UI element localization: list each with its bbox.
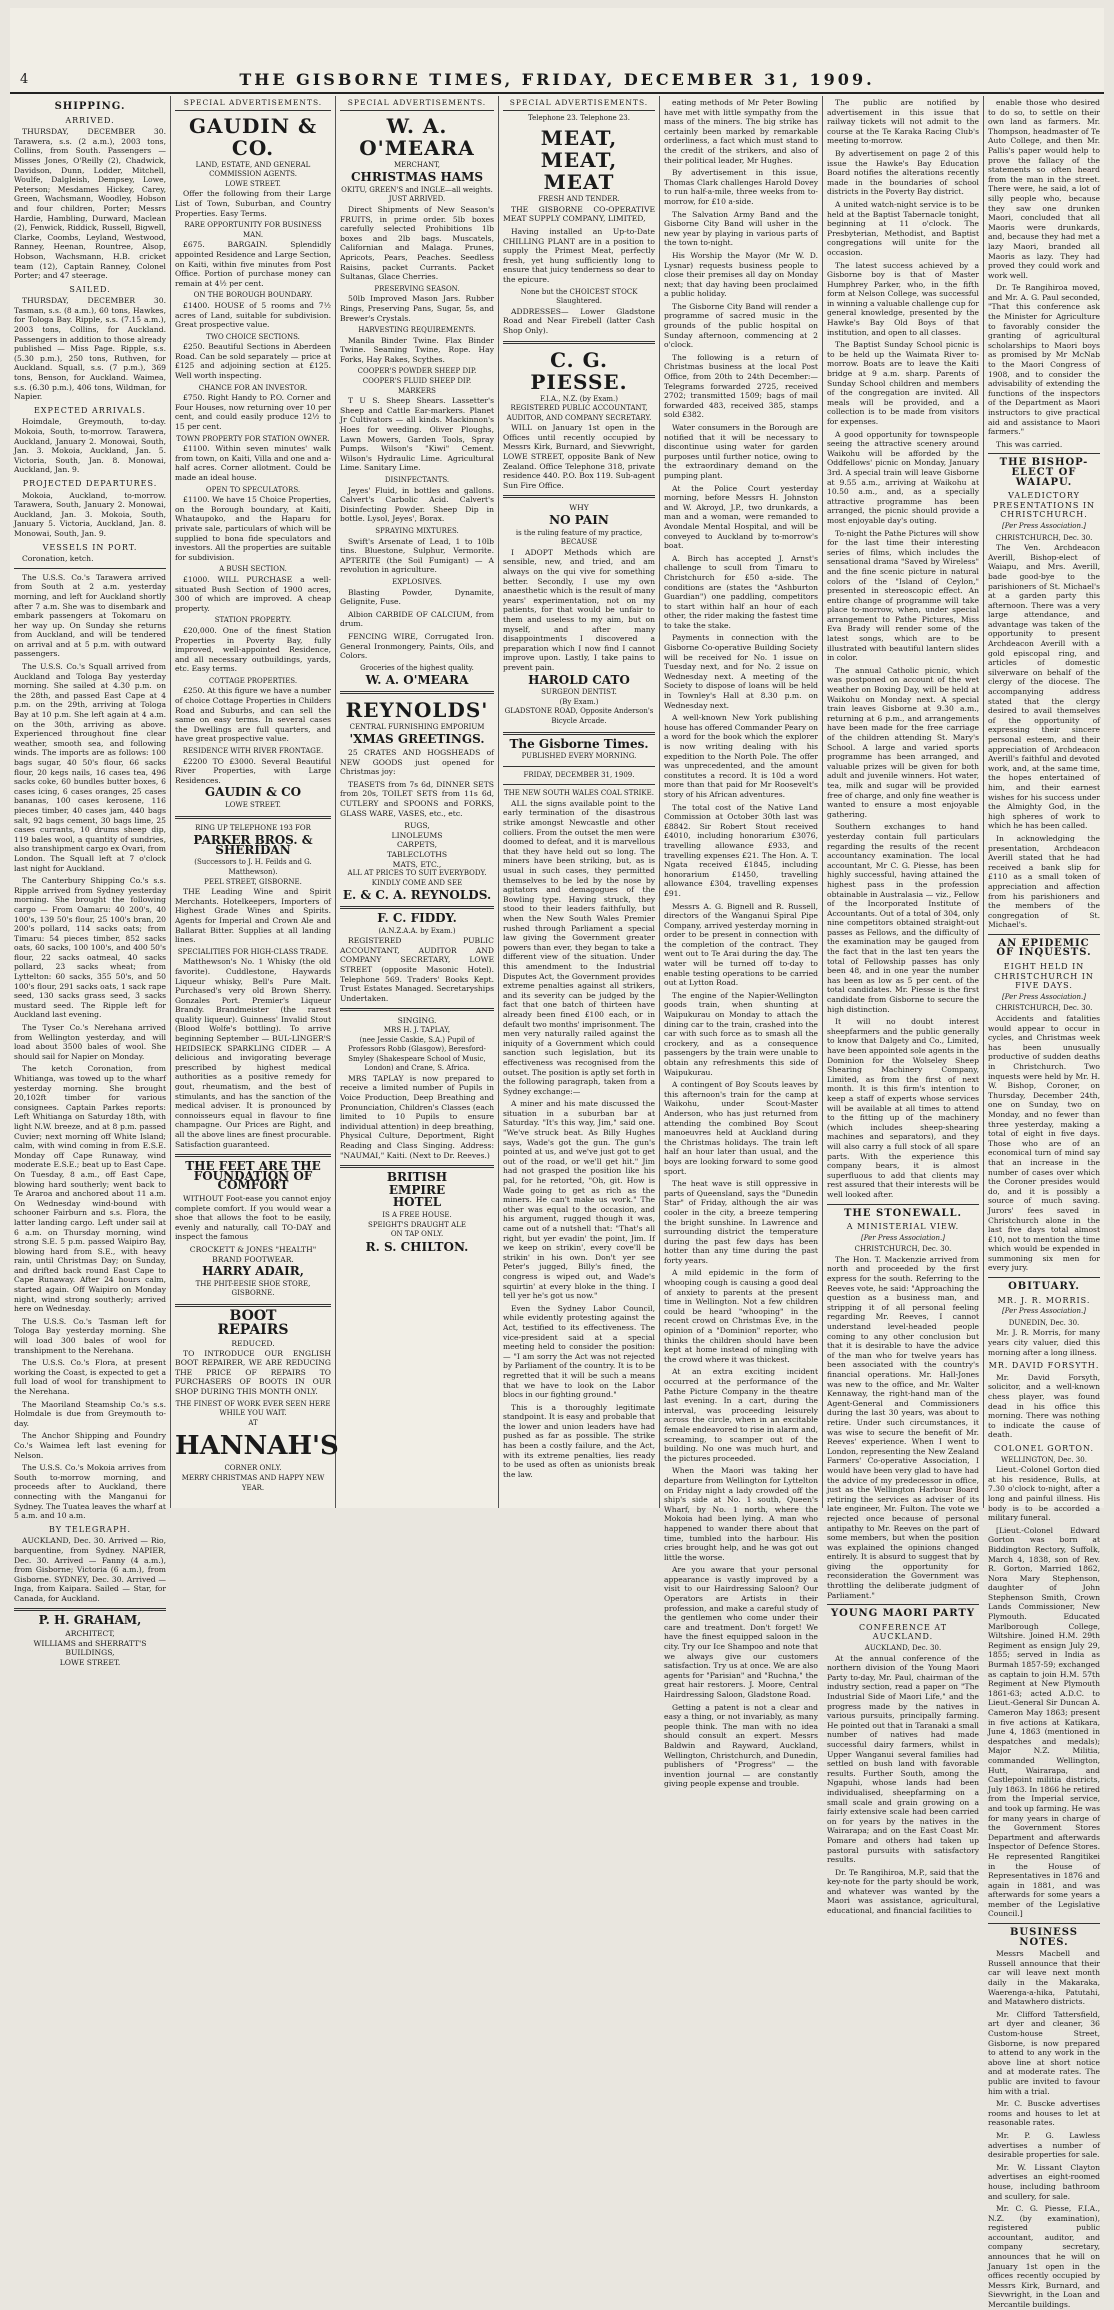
- no-pain-title: NO PAIN: [549, 513, 609, 528]
- editorial-headline: THE NEW SOUTH WALES COAL STRIKE.: [504, 789, 654, 798]
- news-item: A. Birch has accepted J. Arnst's challenge to scull from Timaru to Christchurch for £50 a-side. The conditions are (states the "Ashburton Guardian") one paddling, competitors to start within half an hour of each other, the rider making the fastest time to take the stake.: [664, 553, 818, 630]
- projected-text: Mokoia, Auckland, to-morrow. Tarawera, South, January 2. Monowai, Auckland, Jan. 3. Mokoia, South, January 5. Victoria, Auckland, Jan. 8. Monowai, South, Jan. 9.: [14, 490, 166, 538]
- news-item: At the Police Court yesterday morning, before Messrs H. Johnston and W. Akroyd, J.P., two drunkards, a man and a woman, were remanded to Avondale Mental Hospital, and will be conveyed to Auckland by to-morrow's boat.: [664, 483, 818, 551]
- news-item: The total cost of the Native Land Commission at October 30th last was £8842. Sir Robert Stout received £4010, including honorarium £3076, travelling allowance £933, and travelling expenses £21. The Hon. A. T. Ngata received £1845, including honorarium £1450, travelling allowance £304, travelling expenses £91.: [664, 802, 818, 898]
- special-ads-header: SPECIAL ADVERTISEMENTS.: [175, 98, 331, 111]
- news-item: Water consumers in the Borough are notified that it will be necessary to discontinue using water for garden purposes until further notice, owing to the extraordinary demand on the pumping plant.: [664, 423, 818, 480]
- omeara-title: W. A. O'MEARA: [359, 113, 475, 160]
- masthead: [10, 66, 1104, 94]
- news-item: A good opportunity for townspeople seeing the attractive scenery around Waikohu will be afforded by the Oddfellows' picnic on Monday, January 3rd. A special train will leave Gisborne at 9.55 a.m., arriving at Waikohu at 10.50 a.m., and, as a specially attractive programme has been arranged, the picnic should provide a most enjoyable day's outing.: [827, 429, 979, 525]
- business-heading: BUSINESS NOTES.: [1009, 1927, 1079, 1948]
- british-title: BRITISH: [386, 1170, 448, 1185]
- news-item: The following is a return of Christmas business at the local Post Office, from 20th to 24th December:— Telegrams forwarded 2725, received 2702; transmitted 1509; bags of mail forwarded 483, received 385, stamps sold £382.: [664, 352, 818, 420]
- news-item: eating methods of Mr Peter Bowling have met with little sympathy from the mass of the miners. The big strike has certainly been marked by remarkable orderliness, a fact which must stand to the credit of the strikers, and also of their political leader, Mr Hughes.: [664, 98, 818, 165]
- fiddy-title: F. C. FIDDY.: [377, 910, 457, 925]
- shipping-news: The Canterbury Shipping Co.'s s.s. Ripple arrived from Sydney yesterday morning. She brought the following cargo — From Oamaru: 40 200's, 40 100's, 139 50's flour, 25 100's bran, 20 200's pollard, 114 sacks oats; from Timaru: 54 pieces timber, 852 sacks oats, 60 sacks, 100 100's, and 400 50's flour, 22 sacks oatmeal, 40 sacks pollard, 23 sacks wheat; from Lyttelton: 60 sacks, 355 50's, and 50 100's flour, 291 sacks oats, 1 sack rape seed, 130 sacks grass seed, 3 sacks mustard seed. The Ripple left for Auckland last evening.: [14, 876, 166, 1020]
- listing: £250. At this figure we have a number of choice Cottage Properties in Childers Road and Suburbs, and can sell the same on easy terms. In several cases the Dwellings are full quarters, and have great prospective value.: [175, 686, 331, 744]
- listing: £2200 TO £3000. Several Beautiful River Properties, with Large Residences.: [175, 756, 331, 785]
- news-item: The Gisborne City Band will render a programme of sacred music in the grounds of the public hospital on Sunday afternoon, commencing at 2 o'clock.: [664, 301, 818, 350]
- projected-heading: PROJECTED DEPARTURES.: [22, 478, 158, 488]
- news-item: Are you aware that your personal appearance is vastly improved by a visit to our Hairdressing Saloon? Our Operators are Artists in their profession, and make a careful study of the gentlemen who come under their care and treatment. Don't forget! We have the finest equipped saloon in the city. Try our Ice Shampoo and note that we always give our customers satisfaction. Try us at once. We are also agents for "Parisian" and "Ruchna," the great hair restorers. J. Moore, Central Hairdressing Saloon, Gladstone Road.: [664, 1565, 818, 1699]
- feet-title: THE FEET ARE THE FOUNDATION OF COMFORT: [185, 1159, 321, 1193]
- newspaper-title: THE GISBORNE TIMES, FRIDAY, DECEMBER 31, 1909.: [239, 69, 875, 89]
- graham-street: LOWE STREET.: [59, 1657, 121, 1667]
- young-maori-heading: YOUNG MAORI PARTY: [830, 1608, 975, 1620]
- bishop-heading: THE BISHOP-ELECT OF WAIAPU.: [999, 457, 1089, 488]
- news-item: Payments in connection with the Gisborne Co-operative Building Society will be received for No. 1 issue on Tuesday next, and for No. 2 issue on Wednesday next. A meeting of the Society to dispose of loans will be held in Townley's Hall at 8.30 p.m. on Wednesday next.: [664, 633, 818, 710]
- graham-name: P. H. GRAHAM,: [38, 1613, 142, 1628]
- news-item: Getting a patent is not a clear and easy a thing, or not invariably, as many people think. The man with no idea should consult an expert. Messrs Baldwin and Rayward, Auckland, Wellington, Christchurch, and Dunedin, publishers of "Progress" — the invention journal — are constantly giving people expense and trouble.: [664, 1702, 818, 1789]
- stonewall-heading: THE STONEWALL.: [843, 1207, 963, 1219]
- listing: £20,000. One of the finest Station Properties in Poverty Bay, fully improved, well-appointed Residence, and all necessary outbuildings, yards, etc. Easy terms.: [175, 625, 331, 674]
- special-ads-header: SPECIAL ADVERTISEMENTS.: [340, 98, 494, 111]
- news-item: The latest success achieved by a Gisborne boy is that of Master Humphrey Parker, who, in the fifth form at Nelson College, was successful in winning a valuable challenge cup for general knowledge, presented by the Hawke's Bay Old Boys of that institution, and open to all classes.: [827, 260, 979, 337]
- column-shipping: [10, 96, 171, 1667]
- listing: £675. BARGAIN. Splendidly appointed Residence and Large Section, on Kaiti, within five minutes from Post Office. Portion of purchase money can remain at 4½ per cent.: [175, 240, 331, 288]
- news-item: His Worship the Mayor (Mr W. D. Lysnar) requests business people to close their premises all day on Monday next; that day having been proclaimed a public holiday.: [664, 250, 818, 299]
- column-local-news: [660, 96, 823, 1789]
- column-news-2: The public are notified by advertisement in this issue that railway tickets will not admit to the course at the Te Karaka Racing Club's meeting to-morrow. By advertisement on page 2 of this issue the Hawke's Bay Education Board notifies the alterations recently made in the boundaries of school districts in the Poverty Bay district. A united watch-night service is to be held at the Baptist Tabernacle tonight, beginning at 11 o'clock. The Presbyterian, Methodist, and Baptist congregations will unite for the occasion. The latest success achieved by a Gisborne boy is that of Master Humphrey Parker, who, in the fifth form at Nelson College, was successful in winning a valuable challenge cup for general knowledge, presented by the Hawke's Bay Old Boys of that institution, and open to all classes. The Baptist Sunday School picnic is to be held up the Waimata River to-morrow. Boats are to leave the Kaiti bridge at 9 a.m. sharp. Parents of Sunday School children and members of the congregation are invited. All meals will be provided, and a collection is to be made from visitors for expenses. A good opportunity for townspeople seeing the attractive scenery around Waikohu will be afforded by the Oddfellows' picnic on Monday, January 3rd. A special train will leave Gisborne at 9.55 a.m., arriving at Waikohu at 10.50 a.m., and, as a specially attractive programme has been arranged, the picnic should provide a most enjoyable day's outing. To-night the Pathe Pictures will show for the last time their interesting series of films, which includes the sensational drama "Saved by Wireless" and the fine scenic picture in natural colors of the "Island of Ceylon," presented in stereoscopic effect. An entire change of programme will take place to-morrow, when, under special arrangement to Pathe Pictures, Miss Eva Brady will render some of the latest songs, which are to be illustrated with beautiful lantern slides in color. The annual Catholic picnic, which was postponed on account of the wet weather on Boxing Day, will be held at Waikohu on Monday next. A special train leaves Gisborne at 9.30 a.m., returning at 6 p.m., and arrangements have been made for the free carriage of the children attending St. Mary's School. A large and varied sports programme has been arranged, and valuable prizes will be given for both adult and juvenile winners. Hot water, tea, milk and sugar will be provided free of charge, and only fine weather is wanted to ensure a most enjoyable gathering. Southern exchanges to hand yesterday contain full particulars regarding the results of the recent accountancy examination. The local accountant, Mr C. G. Piesse, has been highly successful, having attained the highest pass in the profession obtainable in Australasia — viz., Fellow of the Incorporated Institute of Accountants. Out of a total of 304, only nine competitors obtained straight-out passes as Fellows, and the difficulty of the examination may be gauged from the fact that in the last ten years the total of Fellowship passes has only been 48, and in one year the number has been as low as 5 per cent. of the total candidates. Mr. Piesse is the first candidate from Gisborne to secure the high distinction. It will no doubt interest sheepfarmers and the public generally to know that Dalgety and Co., Limited, have been appointed sole agents in the Dominion for the Wolseley Sheep Shearing Machinery Company, Limited, as from the first of next month. It is this firm's intention to keep a staff of experts whose services will be available at all times to attend to the fitting up of the machinery (which includes sheep-shearing machines and separators), and they will also carry a full stock of all spare parts. With the experience this company bears, it is almost superfluous to add that clients may rest assured that their interests will be well looked after. THE STONEWALL. A MINISTERIAL VIEW. [Per Press Association.] CHRISTCHURCH, Dec. 30. The Hon. T. Mackenzie arrived from north and proceeded by the first express for the south. Referring to the Reeves vote, he said: "Approaching the question as a business man, and stripping it of all personal feeling regarding Mr. Reeves, I cannot understand level-headed people coming to any other conclusion but that it is desirable to have the advice of the man who for twelve years has been associated with the country's financial operations. Mr. Hall-Jones was new to the office, and Mr. Walter Kennaway, the right-hand man of the Agent-General and Commissioners during the last 30 years, was about to retire. Under such circumstances, it was wise to secure the benefit of Mr. Reeves' experience. When I went to London, representing the New Zealand Farmers' Co-operative Association, I would have been very glad to have had the advice of my predecessor in office, just as the Wellington Harbour Board retiring the services as adviser of its late engineer, Mr. Fulton. The vote we rejected once because of personal antipathy to Mr. Reeves on the part of some members, but when the position was explained the opinions changed entirely. It is absurd to suggest that by giving the opportunity for reconsideration the Government was throttling the deliberate judgment of Parliament." YOUNG MAORI PARTY CONFERENCE AT AUCKLAND. AUCKLAND, Dec. 30. At the annual conference of the northern division of the Young Maori Party to-day, Mr. Paul, chairman of the industry section, read a paper on "The Industrial Side of Maori Life," and the progress made by the natives in various pursuits, principally farming. He pointed out that in Taranaki a small number of natives had made successful dairy farmers, whilst in Upper Wanganui several families had settled on bush land with favorable results. Further South, among the Ngapuhi, whose lands had been individualised, sheepfarming on a small scale and grain growing on a fairly extensive scale had been carried on for years by the natives in the Wairarapa; and on the East Coast Mr. Pomare and others had taken up pastoral pursuits with satisfactory results. Dr. Te Rangihiroa, M.P., said that the key-note for the party should be work, and whatever was wanted by the Maori was assistance, agricultural, educational, and financial facilities to: [823, 96, 984, 1508]
- page-number: 4: [20, 71, 29, 87]
- sailed-heading: SAILED.: [69, 284, 111, 294]
- listing: £1400. HOUSE of 5 rooms and 7½ acres of Land, suitable for subdivision. Great prospective value.: [175, 300, 331, 330]
- news-item: enable those who desired to do so, to settle on their own land as farmers. Mr. Thompson, headmaster of Te Auto College, and then Mr. Pallis's paper would help to prove the fallacy of the statements so often heard from the man in the street. There were, he said, a lot of silly people who, because they saw one drunken Maori, concluded that all Maoris were drunkards, and, because they had met a lazy Maori, branded all Maoris as lazy. They had proved they could work and work well.: [988, 98, 1100, 280]
- telegraph-text: AUCKLAND, Dec. 30. Arrived — Rio, barquentine, from Sydney. NAPIER, Dec. 30. Arrived — Fanny (4 a.m.), from Gisborne; Victoria (6 a.m.), from Gisborne. SYDNEY, Dec. 30. Arrived — Inga, from Kaipara. Sailed — Star, for Canada, for Auckland.: [14, 1536, 166, 1603]
- news-item: To-night the Pathe Pictures will show for the last time their interesting series of films, which includes the sensational drama "Saved by Wireless" and the fine scenic picture in natural colors of the "Island of Ceylon," presented in stereoscopic effect. An entire change of programme will take place to-morrow, when, under special arrangement to Pathe Pictures, Miss Eva Brady will render some of the latest songs, which are to be illustrated with beautiful lantern slides in color.: [827, 528, 979, 663]
- obituary-heading: OBITUARY.: [1008, 1281, 1080, 1293]
- hannah-title: HANNAH'S: [175, 1431, 339, 1462]
- expected-text: Hoimdale, Greymouth, to-day. Mokoia, South, to-morrow. Tarawera, Auckland, January 2. Monowai, South, Jan. 3. Mokoia, Auckland, Jan. 5. Victoria, South, Jan. 8. Monowai, Auckland, Jan. 9.: [14, 417, 166, 475]
- shipping-heading: SHIPPING.: [54, 101, 126, 112]
- shipping-news: The U.S.S. Co.'s Flora, at present working the Coast, is expected to get a full load of wool for transhipment to the Nerehana.: [14, 1358, 166, 1396]
- arrived-text: THURSDAY, DECEMBER 30. Tarawera, s.s. (2 a.m.), 2003 tons, Collins, from South. Passengers — Misses Jones, O'Reilly (2), Chadwick, Davidson, Dunn, Lodder, Mitchell, Woulfe, Dalgleish, Dempsey, Lowe, Peterson; Mesdames Hickey, Carey, Green, Wachsmann, Woodley, Hobson and four children, Porter; Messrs Hardie, Hambling, Durward, Maclean (2), Fenwick, Riddick, Russell, Bigwell, Clarke, Coombs, Leyland, Westwood, Ranney, Heenan, Rountree, Alsop, Hobson, Wachsmann, H.B. cricket team (12), Captain Ranney, Colonel Porter; and 47 steerage.: [14, 127, 166, 281]
- parker-title: PARKER BROS. & SHERIDAN: [193, 833, 313, 857]
- news-item: The heat wave is still oppressive in parts of Queensland, says the "Dunedin Star" of Friday, although the air was cooler in the city, a breeze tempering the bright sunshine. In Lawrence and surrounding district the temperature during the past few days has been hotter than any time during the past forty years.: [664, 1179, 818, 1265]
- shipping-news: The U.S.S. Co.'s Squall arrived from Auckland and Tologa Bay yesterday morning. She sailed at 4.30 p.m. on the 28th, and passed East Cape at 4 p.m. on the 29th, arriving at Tologa Bay at 10 p.m. She left again at 4 a.m. on the 30th, arriving as above. Experienced throughout fine clear weather, smooth sea, and following winds. The imports are as follows: 100 bags sugar, 40 50's flour, 66 sacks flour, 20 kegs nails, 16 cases tea, 496 sacks coke, 60 bundles butter boxes, 6 cases icing, 6 cases oranges, 25 cases bananas, 100 cases kerosene, 116 pieces timber, 40 cases jam, 440 bags salt, 92 bags cement, 30 bags lime, 25 cases currants, 10 drums sheep dip, 119 bales wool, a quantity of sundries, also transhipment cargo ex Ovari, from London. The Squall left at 7 o'clock last night for Auckland.: [14, 662, 166, 873]
- paper-nameplate: The Gisborne Times.: [509, 736, 649, 751]
- news-item: It will no doubt interest sheepfarmers and the public generally to know that Dalgety and Co., Limited, have been appointed sole agents in the Dominion for the Wolseley Sheep Shearing Machinery Company, Limited, as from the first of next month. It is this firm's intention to keep a staff of experts whose services will be available at all times to attend to the fitting up of the machinery (which includes sheep-shearing machines and separators), and they will also carry a full stock of all spare parts. With the experience this company bears, it is almost superfluous to add that clients may rest assured that their interests will be well looked after.: [827, 1017, 979, 1199]
- graham-role: ARCHITECT,: [65, 1629, 115, 1639]
- shipping-news: The U.S.S. Co.'s Mokoia arrives from South to-morrow morning, and proceeds after to Auckland, there connecting with the Manganui for Sydney. The Tuatea leaves the wharf at 5 a.m. and 10 a.m.: [14, 1463, 166, 1521]
- editorial-date: FRIDAY, DECEMBER 31, 1909.: [523, 770, 635, 779]
- listing: £250. Beautiful Sections in Aberdeen Road. Can be sold separately — price at £125 and adjoining section at £125. Well worth inspecting.: [175, 342, 331, 381]
- column-news-3: enable those who desired to do so, to settle on their own land as farmers. Mr. Thompson, headmaster of Te Auto College, and then Mr. Pallis's paper would help to prove the fallacy of the statements so often heard from the man in the street. There were, he said, a lot of silly people who, because they saw one drunken Maori, concluded that all Maoris were drunkards, and, because they had met a lazy Maori, branded all Maoris as lazy. They had proved they could work and work well. Dr. Te Rangihiroa moved, and Mr. A. G. Paul seconded, "That this conference ask the Minister for Agriculture to favorably consider the granting of agricultural scholarships to Maori boys as promised by Mr McNab to the Maori Congress of 1908, and to consider the advisability of extending the functions of the inspectors of the Department as Maori instructors to give practical aid and assistance to Maori farmers." This was carried. THE BISHOP-ELECT OF WAIAPU. VALEDICTORY PRESENTATIONS IN CHRISTCHURCH. [Per Press Association.] CHRISTCHURCH, Dec. 30. The Ven. Archdeacon Averill, Bishop-elect of Waiapu, and Mrs. Averill, bade good-bye to the parishioners of St. Michael's at a garden party this afternoon. There was a very large attendance, and advantage was taken of the opportunity to present Archdeacon Averill with a gold episcopal ring, and articles of domestic silverware on behalf of the clergy of the diocese. The accompanying address stated that the clergy desired to avail themselves of the opportunity of expressing their sincere personal esteem, and their appreciation of Archdeacon Averill's faithful and devoted work, and, at the same time, the hopes entertained of him, and their earnest wishes for his success under the Almighty God, in the high spheres of work to which he has been called. In acknowledging the presentation, Archdeacon Averill stated that he had received a bank slip for £110 as a small token of appreciation and affection from his parishioners and the members of the congregation of St. Michael's. AN EPIDEMIC OF INQUESTS. EIGHT HELD IN CHRISTCHURCH IN FIVE DAYS. [Per Press Association.] CHRISTCHURCH, Dec. 30. Accidents and fatalities would appear to occur in cycles, and Christmas week has been unusually productive of sudden deaths in Christchurch. Two inquests were held by Mr. H. W. Bishop, Coroner, on Thursday, December 24th, one on Sunday, two on Monday, and no fewer than three yesterday, making a total of eight in five days. Those who are of an economical turn of mind say that an increase in the number of cases over which the Coroner presides would do, and it is possibly a source of much saving. Jurors' fees saved in Christchurch alone in the last five days total almost £10, not to mention the time which would be expended in summoning six men for every jury. OBITUARY. MR. J. R. MORRIS. [Per Press Association.] DUNEDIN, Dec. 30. Mr. J. R. Morris, for many years city valuer, died this morning after a long illness. MR. DAVID FORSYTH. Mr. David Forsyth, solicitor, and a well-known chess player, was found dead in his office this morning. There was nothing to indicate the cause of death. COLONEL GORTON. WELLINGTON, Dec. 30. Lieut.-Colonel Gorton died at his residence, Bulls, at 7.30 o'clock to-night, after a long and painful illness. His body is to be accorded a military funeral. [Lieut.-Colonel Edward Gorton was born at Biddington Rectory, Suffolk, March 4, 1838, son of Rev. R. Gorton, Married 1862, Nora Mary Stephenson, daughter of John Stephenson Smith, Crown Lands Commissioner, New Plymouth. Educated Marlborough College, Wiltshire. Joined H.M. 29th Regiment as ensign July 29, 1855; served in India as Burmah 1857-59; exchanged as captain to join H.M. 57th Regiment at New Plymouth 1861-63; acted A.D.C. to Lieut.-General Sir Duncan A. Cameron May 1863; present in five actions at Katikara, June 4, 1863 (mentioned in despatches and medals); Major N.Z. Militia, commanded Wellington, Hutt, Wairarapa, and Castlepoint militia districts, July 1863. In 1866 he retired from the Imperial service, and took up farming. He was for many years in charge of the Government Stores Department and afterwards Inspector of Defence Stores. He represented Rangitikei in the House of Representatives in 1876 and again in 1881, and was afterwards for some years a member of the Legislative Council.] BUSINESS NOTES. Messrs Macbell and Russell announce that their car will leave next month daily in the Makaraka, Waerenga-a-hika, Patutahi, and Matawhero districts. Mr. Clifford Tattersfield, art dyer and cleaner, 36 Custom-house Street, Gisborne, is now prepared to attend to any work in the above line at short notice and at moderate rates. The public are invited to favour him with a trial. Mr. C. Buscke advertises rooms and houses to let at reasonable rates. Mr. P. G. Lawless advertises a number of desirable properties for sale. Mr. W. Lissant Clayton advertises an eight-roomed house, including bathroom and scullery, for sale. Mr. C. G. Piesse, F.I.A., N.Z. (by examination), registered public accountant, auditor, and company secretary, announces that he will on January 1st open in the offices recently occupied by Messrs Kirk, Burnard, and Sievwright, in the Loan and Mercantile buildings.: [988, 98, 1100, 2310]
- special-ads-header: SPECIAL ADVERTISEMENTS.: [503, 98, 655, 111]
- news-item: The public are notified by advertisement in this issue that railway tickets will not admit to the course at the Te Karaka Racing Club's meeting to-morrow.: [827, 98, 979, 146]
- listing: £1100. We have 15 Choice Properties, on the Borough boundary, at Kaiti, Whataupoko, and the Haparu for private sale, particulars of which will be supplied to bona fide speculators and investors. All the properties are suitable for subdivision.: [175, 495, 331, 562]
- sailed-text: THURSDAY, DECEMBER 30. Tasman, s.s. (8 a.m.), 60 tons, Hawkes, for Tologa Bay. Ripple, s.s. (7.15 a.m.), 2003 tons, Collins, for Auckland. Passengers in addition to those already published — Miss Page. Ripple, s.s. (5.30 p.m.), 250 tons, Ruthven, for Auckland. Squall, s.s. (7 p.m.), 369 tons, Benson, for Auckland. Waimea, s.s. (6.30 p.m.), 406 tons, Wildman, for Napier.: [14, 296, 166, 402]
- graham-address: WILLIAMS and SHERRATT'S BUILDINGS,: [33, 1638, 147, 1658]
- vessels-text: Coronation, ketch.: [22, 554, 94, 564]
- news-item: A contingent of Boy Scouts leaves by this afternoon's train for the camp at Waikohu, under Scout-Master Anderson, who has just returned from attending the combined Boy Scout manoeuvres held at Auckland during the Christmas holidays. The train left half an hour later than usual, and the boys are looking forward to some good sport.: [664, 1080, 818, 1176]
- news-item: The engine of the Napier-Wellington goods train, when shunting at Waipukurau on Monday to attach the dining car to the train, crashed into the car with such force as to smash all the crockery, and as a consequence passengers by the train were unable to obtain any refreshments this side of Waipukurau.: [664, 990, 818, 1077]
- cato-title: HAROLD CATO: [528, 672, 630, 687]
- column-ads-gaudin: SPECIAL ADVERTISEMENTS. GAUDIN & CO. LAND, ESTATE, AND GENERAL COMMISSION AGENTS. LOWE STREET. Offer the following from their Large List of Town, Suburban, and Country Properties. Easy Terms. RARE OPPORTUNITY FOR BUSINESS MAN. £675. BARGAIN. Splendidly appointed Residence and Large Section, on Kaiti, within five minutes from Post Office. Portion of purchase money can remain at 4½ per cent. ON THE BOROUGH BOUNDARY. £1400. HOUSE of 5 rooms and 7½ acres of Land, suitable for subdivision. Great prospective value. TWO CHOICE SECTIONS. £250. Beautiful Sections in Aberdeen Road. Can be sold separately — price at £125 and adjoining section at £125. Well worth inspecting. CHANCE FOR AN INVESTOR. £750. Right Handy to P.O. Corner and Four Houses, now returning over 10 per cent, and could easily produce 12½ to 15 per cent. TOWN PROPERTY FOR STATION OWNER. £1100. Within seven minutes' walk from town, on Kaiti, Villa and one and a-half acres. Corner allotment. Could be made an ideal house. OPEN TO SPECULATORS. £1100. We have 15 Choice Properties, on the Borough boundary, at Kaiti, Whataupoko, and the Haparu for private sale, particulars of which will be supplied to bona fide speculators and investors. All the properties are suitable for subdivision. A BUSH SECTION. £1000. WILL PURCHASE a well-situated Bush Section of 1900 acres, 300 of which are improved. A cheap property. STATION PROPERTY. £20,000. One of the finest Station Properties in Poverty Bay, fully improved, well-appointed Residence, and all necessary outbuildings, yards, etc. Easy terms. COTTAGE PROPERTIES. £250. At this figure we have a number of choice Cottage Properties in Childers Road and Suburbs, and can sell the same on easy terms. In several cases the Dwellings are full quarters, and have great prospective value. RESIDENCE WITH RIVER FRONTAGE. £2200 TO £3000. Several Beautiful River Properties, with Large Residences. GAUDIN & CO LOWE STREET. RING UP TELEPHONE 193 FOR PARKER BROS. & SHERIDAN (Successors to J. H. Feilds and G. Matthewson). PEEL STREET, GISBORNE. THE Leading Wine and Spirit Merchants. Hotelkeepers, Importers of Highest Grade Wines and Spirits. Agents for Imperial and Crown Ale and Ballarat Bitter. Supplies at all landing lines. SPECIALITIES FOR HIGH-CLASS TRADE. Matthewson's No. 1 Whisky (the old favorite). Cuddlestone, Haywards Liqueur whisky, Bell's Pure Malt. Purchased's very old Brown Sherry. Gonzales Port. Premier's Liqueur Brandy. Brandmeister (the rarest quality liqueur). Guinness' Invalid Stout (Blood Wolfe's bottling). To arrive beginning September — BUL-LINGER'S HEIDSIECK SPARKLING CIDER — A delicious and invigorating beverage prescribed by highest medical authorities as a positive remedy for gout, rheumatism, and the best of stimulants, and has the sanction of the medical adviser. It is pronounced by connoisseurs equal in flavour to fine champagne. Our Prices are Right, and all the above lines are finest procurable. Satisfaction guaranteed. THE FEET ARE THE FOUNDATION OF COMFORT WITHOUT Foot-ease you cannot enjoy complete comfort. If you would wear a shoe that allows the foot to be easily, evenly and naturally, call TO-DAY and inspect the famous CROCKETT & JONES "HEALTH" BRAND FOOTWEAR. HARRY ADAIR, THE PHIT-EESIE SHOE STORE, GISBORNE. BOOT REPAIRS REDUCED. TO INTRODUCE OUR ENGLISH BOOT REPAIRER, WE ARE REDUCING THE PRICE OF REPAIRS TO PURCHASERS OF BOOTS IN OUR SHOP DURING THIS MONTH ONLY. THE FINEST OF WORK EVER SEEN HERE WHILE YOU WAIT. AT HANNAH'S CORNER ONLY. MERRY CHRISTMAS AND HAPPY NEW YEAR.: [171, 96, 336, 1508]
- expected-heading: EXPECTED ARRIVALS.: [33, 405, 147, 415]
- news-item: A united watch-night service is to be held at the Baptist Tabernacle tonight, beginning at 11 o'clock. The Presbyterian, Methodist, and Baptist congregations will unite for the occasion.: [827, 199, 979, 257]
- piesse-title: C. G. PIESSE.: [530, 347, 628, 394]
- shipping-news: The Maoriland Steamship Co.'s s.s. Holmdale is due from Greymouth to-day.: [14, 1399, 166, 1428]
- news-item: This was carried.: [996, 439, 1063, 449]
- news-item: Messrs A. G. Bignell and R. Russell, directors of the Wanganui Spiral Pipe Company, arrived yesterday morning in order to be present in connection with the completion of the contract. They went out to Te Arai during the day. The water will be turned off to-day to enable testing operations to be carried out at Lytton Road.: [664, 901, 818, 988]
- news-item: A mild epidemic in the form of whooping cough is causing a good deal of anxiety to parents at the present time in Wellington. Not a few children could be heard "whooping" in the recent crowd on Christmas Eve, in the opinion of a "Dominion" reporter, who thinks the children should have been kept at home instead of mingling with the crowd where it was thickest.: [664, 1268, 818, 1364]
- epidemic-heading: AN EPIDEMIC OF INQUESTS.: [996, 937, 1092, 959]
- shipping-news: The Tyser Co.'s Nerehana arrived from Wellington yesterday, and will load about 3500 bales of wool. She should sail for Napier on Monday.: [14, 1023, 166, 1061]
- column-ads-omeara: SPECIAL ADVERTISEMENTS. W. A. O'MEARA MERCHANT, CHRISTMAS HAMS OKITU, GREEN'S and INGLE—all weights. JUST ARRIVED. Direct Shipments of New Season's FRUITS, in prime order. 5lb boxes carefully selected Prohibitions 1lb boxes and 2lb bags. Muscatels, Californian and Malaga. Prunes, Apricots, Pears, Peaches. Seedless Raisins, packet Currants. Packet Sultanas, Glace Cherries. PRESERVING SEASON. 50lb Improved Mason Jars. Rubber Rings, Preserving Pans, Sugar, 5s, and Brewer's Crystals. HARVESTING REQUIREMENTS. Manila Binder Twine. Flax Binder Twine. Seaming Twine, Rope. Hay Forks, Hay Rakes, Scythes. COOPER'S POWDER SHEEP DIP. COOPER'S FLUID SHEEP DIP. MARKERS T U S. Sheep Shears. Lassetter's Sheep and Cattle Ear-markers. Planet Jr Cultivators — all kinds. Mackinnon's Hoes for weeding. Oliver Ploughs, Lawn Mowers, Garden Tools, Spray Pumps. Wilson's "Kiwi" Cement. Wilson's Hydraulic Lime. Agricultural Lime. Sanitary Lime. DISINFECTANTS. Jeyes' Fluid, in bottles and gallons. Calvert's Carbolic Acid. Calvert's Disinfecting Powder. Sheep Dip in bottle. Lysol, Jeyes', Borax. SPRAYING MIXTURES. Swift's Arsenate of Lead, 1 to 10lb tins. Bluestone, Sulphur, Vermorite. APTERITE (the Soil Fumigant) — A revolution in agriculture. EXPLOSIVES. Blasting Powder, Dynamite, Gelignite, Fuse. Albion CARBIDE OF CALCIUM, from drum. FENCING WIRE, Corrugated Iron. General Ironmongery, Paints, Oils, and Colors. Groceries of the highest quality. W. A. O'MEARA REYNOLDS' CENTRAL FURNISHING EMPORIUM 'XMAS GREETINGS. 25 CRATES AND HOGSHEADS of NEW GOODS just opened for Christmas joy: TEASETS from 7s 6d, DINNER SETS from 20s, TOILET SETS from 11s 6d, CUTLERY and SPOONS and FORKS, GLASS WARE, VASES, etc., etc. RUGS, LINOLEUMS CARPETS, TABLECLOTHS MATS, ETC., ALL AT PRICES TO SUIT EVERYBODY. KINDLY COME AND SEE E. & C. A. REYNOLDS. F. C. FIDDY. (A.N.Z.A.A. by Exam.) REGISTERED PUBLIC ACCOUNTANT, AUDITOR AND COMPANY SECRETARY, LOWE STREET (opposite Masonic Hotel). Telephone 569. Traders' Books Kept. Trust Estates Managed. Secretaryships Undertaken. SINGING. MRS H. J. TAPLAY, (nee Jessie Caskie, S.A.) Pupil of Professors Robb (Glasgow), Beresford-Smyley (Shakespeare School of Music, London) and Crane, S. Africa. MRS TAPLAY is now prepared to receive a limited number of Pupils in Voice Production, Deep Breathing and Pronunciation, Children's Classes (each limited to 10 Pupils to ensure individual attention) in deep breathing, Physical Culture, Deportment, Right Reading and Class Singing. Address: "NAUMAI," Kaiti. (Next to Dr. Reeves.) BRITISH EMPIRE HOTEL IS A FREE HOUSE. SPEIGHT'S DRAUGHT ALE ON TAP ONLY. R. S. CHILTON.: [336, 96, 499, 1508]
- reynolds-title: REYNOLDS': [345, 697, 489, 722]
- news-item: When the Maori was taking her departure from Wellington for Lyttelton on Friday night a lady crowded off the ship's side at No. 1 south, Queen's Wharf, by No. 1 north, where the Mokoia had been lying. A man who happened to wander there about that time, tumbled into the harbour. His cries brought help, and he was got out little the worse.: [664, 1466, 818, 1562]
- news-item: The Salvation Army Band and the Gisborne City Band will usher in the new year by playing in various parts of the town to-night.: [664, 209, 818, 248]
- news-item: By advertisement in this issue, Thomas Clark challenges Harold Dovey to run half-a-mile, three weeks from to-morrow, for £10 a-side.: [664, 168, 818, 206]
- shipping-news: The ketch Coronation, from Whitianga, was towed up to the wharf yesterday morning. She brought 20,102ft timber for various consignees. Captain Parkes reports: Left Whitianga on Saturday 18th, with light N.W. breeze, and at 8 p.m. passed Cuvier; next morning off White Island; calm, with wind coming in from E.S.E. Monday off Cape Runaway, wind moderate E.S.E.; beat up to East Cape. On Tuesday, 8 a.m., off East Cape, blowing hard southerly; went back to Te Araroa and anchored about 11 a.m. On Wednesday wind-bound with schooner Fairburn and s.s. Flora, the latter landing cargo. Left under sail at 6 a.m. on Thursday morning, wind strong S.E. 5 p.m. passed Waipiro Bay, blowing hard from S.E., with heavy rain, until Christmas Day; on Sunday, and drifted back round East Cape to Cape Runaway. After 24 hours calm, started again. Off Waipiro on Monday night, wind strong southerly; arrived here on Wednesday.: [14, 1064, 166, 1314]
- shipping-news: The U.S.S. Co.'s Tarawera arrived from South at 2 a.m. yesterday morning, and left for Auckland shortly after 7 a.m. She was to disembark and embark passengers at Tokomaru on her way up. On Sunday she returns from Auckland, and will be tendered on arrival and at 5 p.m. with outward passengers.: [14, 572, 166, 659]
- listing: £1100. Within seven minutes' walk from town, on Kaiti, Villa and one and a-half acres. Corner allotment. Could be made an ideal house.: [175, 444, 331, 482]
- arrived-heading: ARRIVED.: [65, 115, 115, 125]
- shipping-news: The Anchor Shipping and Foundry Co.'s Waimea left last evening for Nelson.: [14, 1431, 166, 1460]
- news-item: Southern exchanges to hand yesterday contain full particulars regarding the results of the recent accountancy examination. The local accountant, Mr C. G. Piesse, has been highly successful, having attained the highest pass in the profession obtainable in Australasia — viz., Fellow of the Incorporated Institute of Accountants. Out of a total of 304, only nine competitors obtained straight-out passes as Fellows, and the difficulty of the examination may be gauged from the fact that in the last ten years the total of Fellowship passes has only been 48, and in one year the number has been as low as 5 per cent. of the total candidates. Mr. Piesse is the first candidate from Gisborne to secure the high distinction.: [827, 822, 979, 1014]
- news-item: Dr. Te Rangihiroa moved, and Mr. A. G. Paul seconded, "That this conference ask the Minister for Agriculture to favorably consider the granting of agricultural scholarships to Maori boys as promised by Mr McNab to the Maori Congress of 1908, and to consider the advisability of extending the functions of the inspectors of the Department as Maori instructors to give practical aid and assistance to Maori farmers.": [988, 283, 1100, 437]
- column-editorial: SPECIAL ADVERTISEMENTS. Telephone 23. Telephone 23. MEAT, MEAT, MEAT FRESH AND TENDER. THE GISBORNE CO-OPERATIVE MEAT SUPPLY COMPANY, LIMITED, Having installed an Up-to-Date CHILLING PLANT are in a position to supply the Primest Meat, perfectly fresh, yet hung sufficiently long to ensure that juicy tenderness so dear to the epicure. None but the CHOICEST STOCK Slaughtered. ADDRESSES— Lower Gladstone Road and Near Firebell (latter Cash Shop Only). C. G. PIESSE. F.I.A., N.Z. (by Exam.) REGISTERED PUBLIC ACCOUNTANT, AUDITOR, AND COMPANY SECRETARY. WILL on January 1st open in the Offices until recently occupied by Messrs Kirk, Burnard, and Sievwright, LOWE STREET, opposite Bank of New Zealand. Office Telephone 318, private residence 440. P.O. Box 119. Sub-agent Sun Fire Office. WHY NO PAIN is the ruling feature of my practice, BECAUSE I ADOPT Methods which are sensible, new, and tried, and am always on the qui vive for something better. Secondly, I use my own anaesthetic which is the result of many years' experimentation, not on my patients, for that would be unfair to them and useless to my aim, but on myself, and after many disappointments I discovered a preparation which I now find I cannot improve upon. Lastly, I take pains to prevent pain. HAROLD CATO SURGEON DENTIST. (By Exam.) GLADSTONE ROAD, Opposite Anderson's Bicycle Arcade. The Gisborne Times. PUBLISHED EVERY MORNING. FRIDAY, DECEMBER 31, 1909. THE NEW SOUTH WALES COAL STRIKE. ALL the signs available point to the early termination of the disastrous strike amongst Newcastle and other colliers. From the outset the men were doomed to defeat, and it is marvellous that they have held out so long. The miners have been striking, but, as is usual in such cases, they permitted themselves to be led by the nose by agitators and demagogues of the Bowling type. Having struck, they stood to their leaders faithfully, but when the New South Wales Premier rushed through Parliament a special law giving the Government greater powers than ever, they began to take a different view of the situation. Under this amendment to the Industrial Disputes Act, the Government provides extreme penalties against all strikers, and its severity can be judged by the fact that one batch of thirteen have already been fined £100 each, or in default two months' imprisonment. The men very naturally railed against the iniquity of a Government which could sanction such legislation, but its effectiveness was recognised from the outset. The position is aptly set forth in the following paragraph, taken from a Sydney exchange:— A miner and his mate discussed the situation in a suburban bar at Saturday. "It's this way, Jim," said one. "We've struck beat. As Billy Hughes says, Wade's got the gun. The gun's pointed at us, and we've just got to get out of the road, or we'll get hit." Jim had not grasped the position like his pal, for he retorted, "Oh, git. How is Wade going to get as rich as the miners. He can't make us work." The other was equal to the occasion, and his argument, rugged though it was, came out of a nutshell that: "That's all right, but yer evadin' the point, Jim. If we keep on strikin', every cove'll be strikin' in his own. Don't yer see Peter's jugged, Billy's fined, the congress is wiped out, and Wade's squirtin' at every bloke in the thing. I tell yer he's got us now." Even the Sydney Labor Council, while evidently protesting against the Act, testified to its effectiveness. The vice-president said at a special meeting held to consider the position:— "I am sorry the Act was not rejected by Parliament of the country. It is to be regretted that it will be such a means that we have to look on the Labor blocs in our fighting ground." This is a thoroughly legitimate standpoint. It is easy and probable that the lower and union leaders have had pushed as far as possible. The strike has been a costly failure, and the Act, with its extreme penalties, lies ready to be used as often as unionists break the law.: [499, 96, 660, 1508]
- gaudin-title: GAUDIN & CO.: [188, 113, 318, 160]
- news-item: The Baptist Sunday School picnic is to be held up the Waimata River to-morrow. Boats are to leave the Kaiti bridge at 9 a.m. sharp. Parents of Sunday School children and members of the congregation are invited. All meals will be provided, and a collection is to be made from visitors for expenses.: [827, 340, 979, 426]
- news-item: A well-known New York publishing house has offered Commander Peary on a word for the book which the explorer is now writing dealing with his expedition to the North Pole. The offer was unprecedented, and the amount constitutes a record. It is 10d a word more than that paid for Mr Roosevelt's story of his African adventures.: [664, 713, 818, 799]
- vessels-heading: VESSELS IN PORT.: [42, 542, 138, 552]
- listing: £750. Right Handy to P.O. Corner and Four Houses, now returning over 10 per cent, and could easily produce 12½ to 15 per cent.: [175, 393, 331, 432]
- meat-title: MEAT, MEAT, MEAT: [540, 126, 618, 195]
- shipping-news: The U.S.S. Co.'s Tasman left for Tologa Bay yesterday morning. She will load 300 bales of wool for transhipment to the Nerehana.: [14, 1316, 166, 1355]
- telegraph-heading: BY TELEGRAPH.: [49, 1524, 131, 1534]
- news-item: By advertisement on page 2 of this issue the Hawke's Bay Education Board notifies the alterations recently made in the boundaries of school districts in the Poverty Bay district.: [827, 148, 979, 197]
- boot-title: BOOT: [229, 1307, 277, 1324]
- news-item: At an extra exciting incident occurred at the performance of the Pathe Picture Company in the theatre last evening. In a cart, during the interval, was proceeding leisurely across the circle, when in an excitable female endeavored to rise in alarm and, screaming, to scamper out of the building. No one was much hurt, and the pictures proceeded.: [664, 1367, 818, 1463]
- newspaper-page: [10, 8, 1104, 2310]
- listing: £1000. WILL PURCHASE a well-situated Bush Section of 1900 acres, 300 of which are improved. A cheap property.: [175, 574, 331, 613]
- news-item: The annual Catholic picnic, which was postponed on account of the wet weather on Boxing Day, will be held at Waikohu on Monday next. A special train leaves Gisborne at 9.30 a.m., returning at 6 p.m., and arrangements have been made for the free carriage of the children attending St. Mary's School. A large and varied sports programme has been arranged, and valuable prizes will be given for both adult and juvenile winners. Hot water, tea, milk and sugar will be provided free of charge, and only fine weather is wanted to ensure a most enjoyable gathering.: [827, 665, 979, 819]
